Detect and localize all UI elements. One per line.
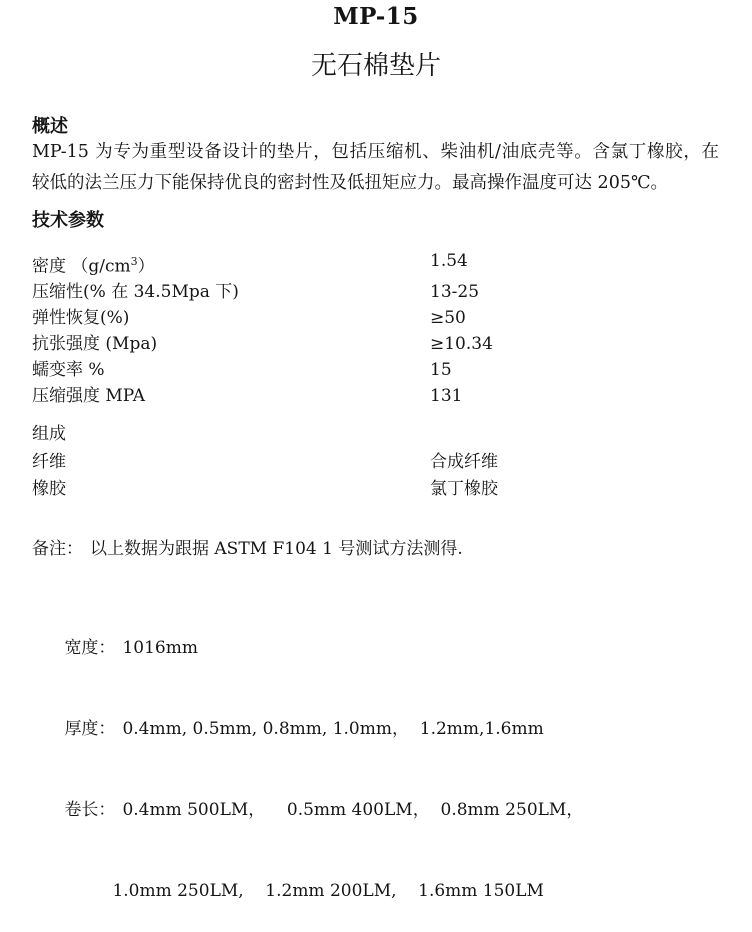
overview-paragraph-line1: MP-15 为专为重型设备设计的垫片，包括压缩机、柴油机/油底壳等。含氯丁橡胶，在 xyxy=(32,142,719,162)
thickness-value: 0.4mm, 0.5mm, 0.8mm, 1.0mm， 1.2mm,1.6mm xyxy=(122,719,544,739)
superscript-3: 3 xyxy=(130,255,138,268)
param-label: 压缩强度 MPA xyxy=(32,385,145,406)
composition-heading: 组成 xyxy=(32,424,66,444)
composition-value: 氯丁橡胶 xyxy=(430,479,498,499)
composition-value: 合成纤维 xyxy=(430,451,498,472)
composition-label: 纤维 xyxy=(32,451,66,472)
param-row-compressive-strength xyxy=(32,384,718,410)
param-row-density xyxy=(32,249,718,280)
thickness-label: 厚度： xyxy=(64,719,116,739)
param-value: 1.54 xyxy=(430,251,468,271)
roll-length-line2: 1.0mm 250LM, 1.2mm 200LM, 1.6mm 150LM xyxy=(112,881,544,901)
dimension-row-roll-length-cont xyxy=(32,851,732,932)
param-label: 压缩性(% 在 34.5Mpa 下) xyxy=(32,282,239,303)
param-label-end: ） xyxy=(137,256,155,277)
overview-paragraph-line2: 较低的法兰压力下能保持优良的密封性及低扭矩应力。最高操作温度可达 205℃。 xyxy=(32,173,669,193)
note-line xyxy=(32,537,718,561)
tech-params-heading: 技术参数 xyxy=(32,210,104,231)
note-text: 以上数据为跟据 ASTM F104 1 号测试方法测得. xyxy=(90,539,463,559)
width-label: 宽度： xyxy=(64,638,116,658)
composition-label: 橡胶 xyxy=(32,479,66,499)
param-label: 抗张强度 (Mpa) xyxy=(32,334,158,355)
tech-params-table xyxy=(32,249,718,409)
overview-heading: 概述 xyxy=(32,116,68,137)
composition-section xyxy=(32,421,718,504)
document-title: MP-15 xyxy=(333,3,419,30)
note-label: 备注： xyxy=(32,539,83,559)
composition-row-rubber xyxy=(32,476,718,504)
width-value: 1016mm xyxy=(122,638,198,658)
param-row-compressibility xyxy=(32,280,718,306)
dimension-row-roll-length xyxy=(32,770,732,851)
param-row-tensile-strength xyxy=(32,332,718,358)
dimensions-section xyxy=(32,608,732,932)
param-value: 131 xyxy=(430,385,463,406)
param-value: ≥10.34 xyxy=(430,334,493,355)
param-label-text: 密度 （g/cm xyxy=(32,256,131,277)
roll-length-line1: 0.4mm 500LM， 0.5mm 400LM， 0.8mm 250LM， xyxy=(122,800,584,820)
dimension-row-thickness xyxy=(32,689,732,770)
param-label xyxy=(32,249,430,280)
param-label: 弹性恢复(%) xyxy=(32,308,130,329)
dimension-row-width xyxy=(32,608,732,689)
roll-length-label: 卷长： xyxy=(64,800,116,820)
param-value: 13-25 xyxy=(430,282,480,303)
param-value: ≥50 xyxy=(430,308,466,329)
param-row-creep-rate xyxy=(32,358,718,384)
document-subtitle: 无石棉垫片 xyxy=(310,51,441,81)
param-row-recovery xyxy=(32,306,718,332)
param-value: 15 xyxy=(430,359,452,380)
param-label: 蠕变率 % xyxy=(32,359,105,380)
composition-row-fiber xyxy=(32,449,718,477)
